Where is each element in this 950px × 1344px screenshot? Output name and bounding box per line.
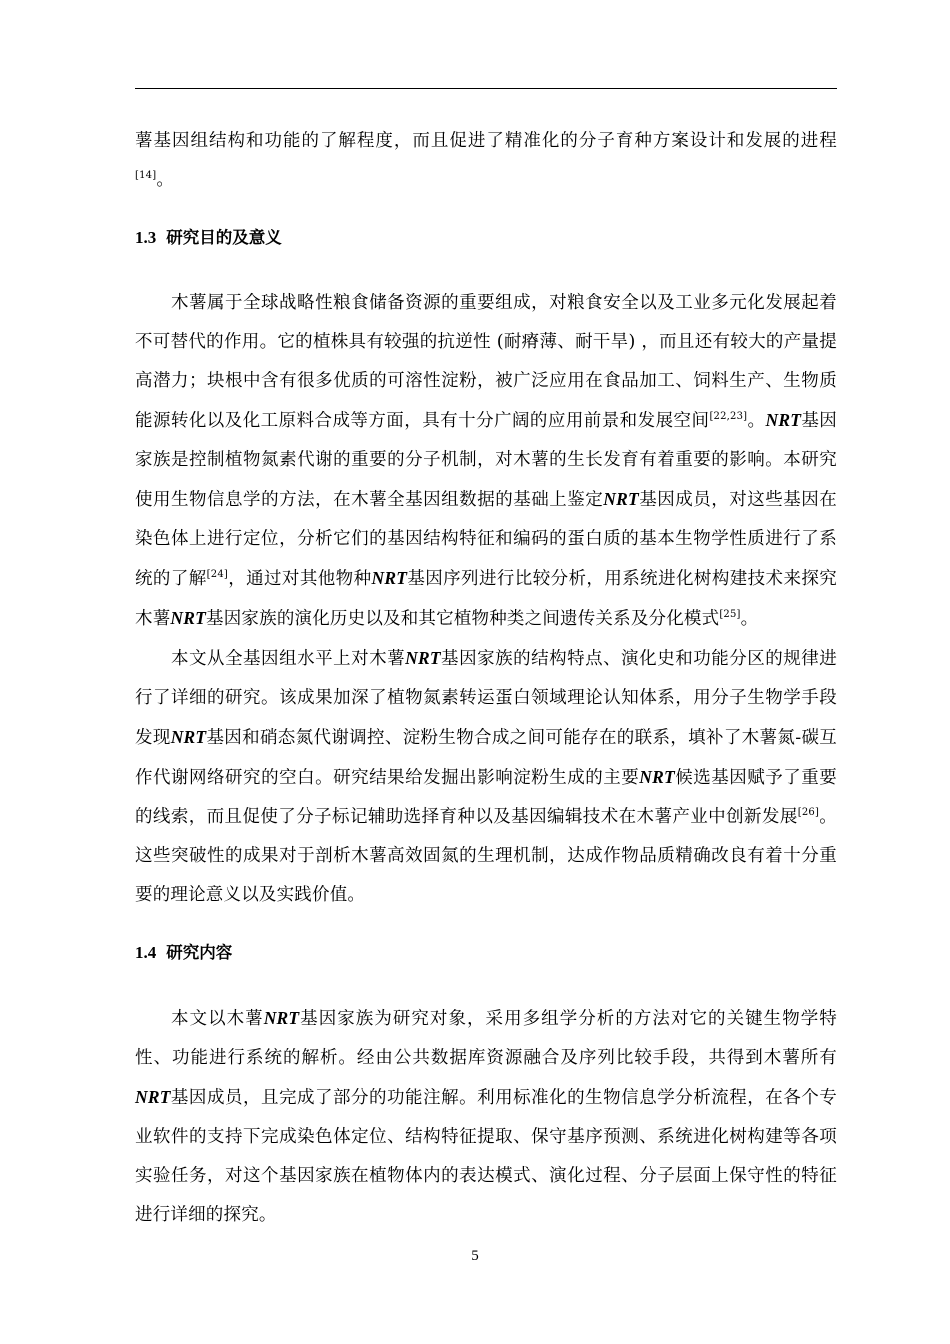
gene-name: NRT bbox=[603, 489, 639, 509]
intro-end: 。 bbox=[156, 170, 175, 190]
text-run: 。 bbox=[740, 609, 759, 629]
section-number: 1.3 bbox=[135, 228, 157, 247]
text-run: 基因家族的演化历史以及和其它植物种类之间遗传关系及分化模式 bbox=[206, 609, 720, 629]
text-run: 基因家族的结构特点、演化史和功能分区的规律进行了详细的研究。该成果加深了植物氮素转运蛋白领域理论认知体系，用分子生物学手段发现 bbox=[135, 649, 837, 748]
text-run: 候选基因赋予了重要的线索，而且促使了分子标记辅助选择育种以及基因编辑技术在木薯产业中创新发展 bbox=[135, 768, 837, 827]
header-rule bbox=[135, 88, 837, 89]
section-title: 研究内容 bbox=[166, 943, 233, 962]
section-title: 研究目的及意义 bbox=[166, 228, 282, 247]
intro-text: 薯基因组结构和功能的了解程度，而且促进了精准化的分子育种方案设计和发展的进程 bbox=[135, 131, 837, 151]
text-run: 基因家族为研究对象，采用多组学分析的方法对它的关键生物学特性、功能进行系统的解析。经由公共数据库资源融合及序列比较手段，共得到木薯所有 bbox=[135, 1009, 837, 1068]
text-run: 木薯属于全球战略性粮食储备资源的重要组成，对粮食安全以及工业多元化发展起着不可替代的作用。它的植株具有较强的抗逆性 (耐瘠薄、耐干旱) ，而且还有较大的产量提高潜力；块根中含有很多优质的可溶性淀粉，被广泛应用在食品加工、饲料生产、生物质能源转化以及化工原料合成等方面，具有十分广阔的应用前景和发展空间 bbox=[135, 293, 837, 431]
text-run: 本文以木薯 bbox=[171, 1009, 264, 1029]
text-run: 。 bbox=[747, 411, 766, 431]
paragraph-content bbox=[135, 999, 837, 1235]
text-run: 基因家族是控制植物氮素代谢的重要的分子机制，对木薯的生长发育有着重要的影响。本研究使用生物信息学的方法，在木薯全基因组数据的基础上鉴定 bbox=[135, 411, 837, 510]
text-run: 。这些突破性的成果对于剖析木薯高效固氮的生理机制，达成作物品质精确改良有着十分重要的理论意义以及实践价值。 bbox=[135, 807, 837, 905]
page-number: 5 bbox=[471, 1248, 479, 1264]
citation: [24] bbox=[206, 569, 228, 581]
section-number: 1.4 bbox=[135, 943, 157, 962]
gene-name: NRT bbox=[765, 410, 802, 430]
gene-name: NRT bbox=[263, 1008, 300, 1028]
section-heading-1-3 bbox=[135, 214, 837, 262]
paragraph-purpose bbox=[135, 284, 837, 639]
citation: [26] bbox=[797, 807, 820, 819]
gene-name: NRT bbox=[135, 1087, 171, 1107]
text-run: 基因和硝态氮代谢调控、淀粉生物合成之间可能存在的联系，填补了木薯氮-碳互作代谢网络研究的空白。研究结果给发掘出影响淀粉生成的主要 bbox=[135, 728, 837, 788]
citation: [25] bbox=[719, 609, 741, 621]
section-heading-1-4 bbox=[135, 929, 837, 977]
intro-paragraph bbox=[135, 122, 837, 200]
citation: [14] bbox=[135, 170, 157, 182]
gene-name: NRT bbox=[405, 648, 441, 668]
text-run: 基因序列进行比较分析，用系统进化树构建技术来探究木薯 bbox=[135, 569, 837, 629]
text-run: 本文从全基因组水平上对木薯 bbox=[171, 649, 406, 669]
gene-name: NRT bbox=[371, 568, 408, 588]
page-body bbox=[135, 122, 837, 1235]
citation: [22,23] bbox=[709, 411, 748, 423]
gene-name: NRT bbox=[170, 608, 207, 628]
gene-name: NRT bbox=[639, 767, 675, 787]
text-run: 基因成员，且完成了部分的功能注解。利用标准化的生物信息学分析流程，在各个专业软件的支持下完成染色体定位、结构特征提取、保守基序预测、系统进化树构建等各项实验任务，对这个基因家族在植物体内的表达模式、演化过程、分子层面上保守性的特征进行详细的探究。 bbox=[135, 1088, 837, 1225]
gene-name: NRT bbox=[170, 727, 207, 747]
text-run: 基因成员，对这些基因在染色体上进行定位，分析它们的基因结构特征和编码的蛋白质的基本生物学性质进行了系统的了解 bbox=[135, 490, 838, 589]
paragraph-significance bbox=[135, 639, 837, 915]
text-run: ，通过对其他物种 bbox=[227, 569, 372, 589]
